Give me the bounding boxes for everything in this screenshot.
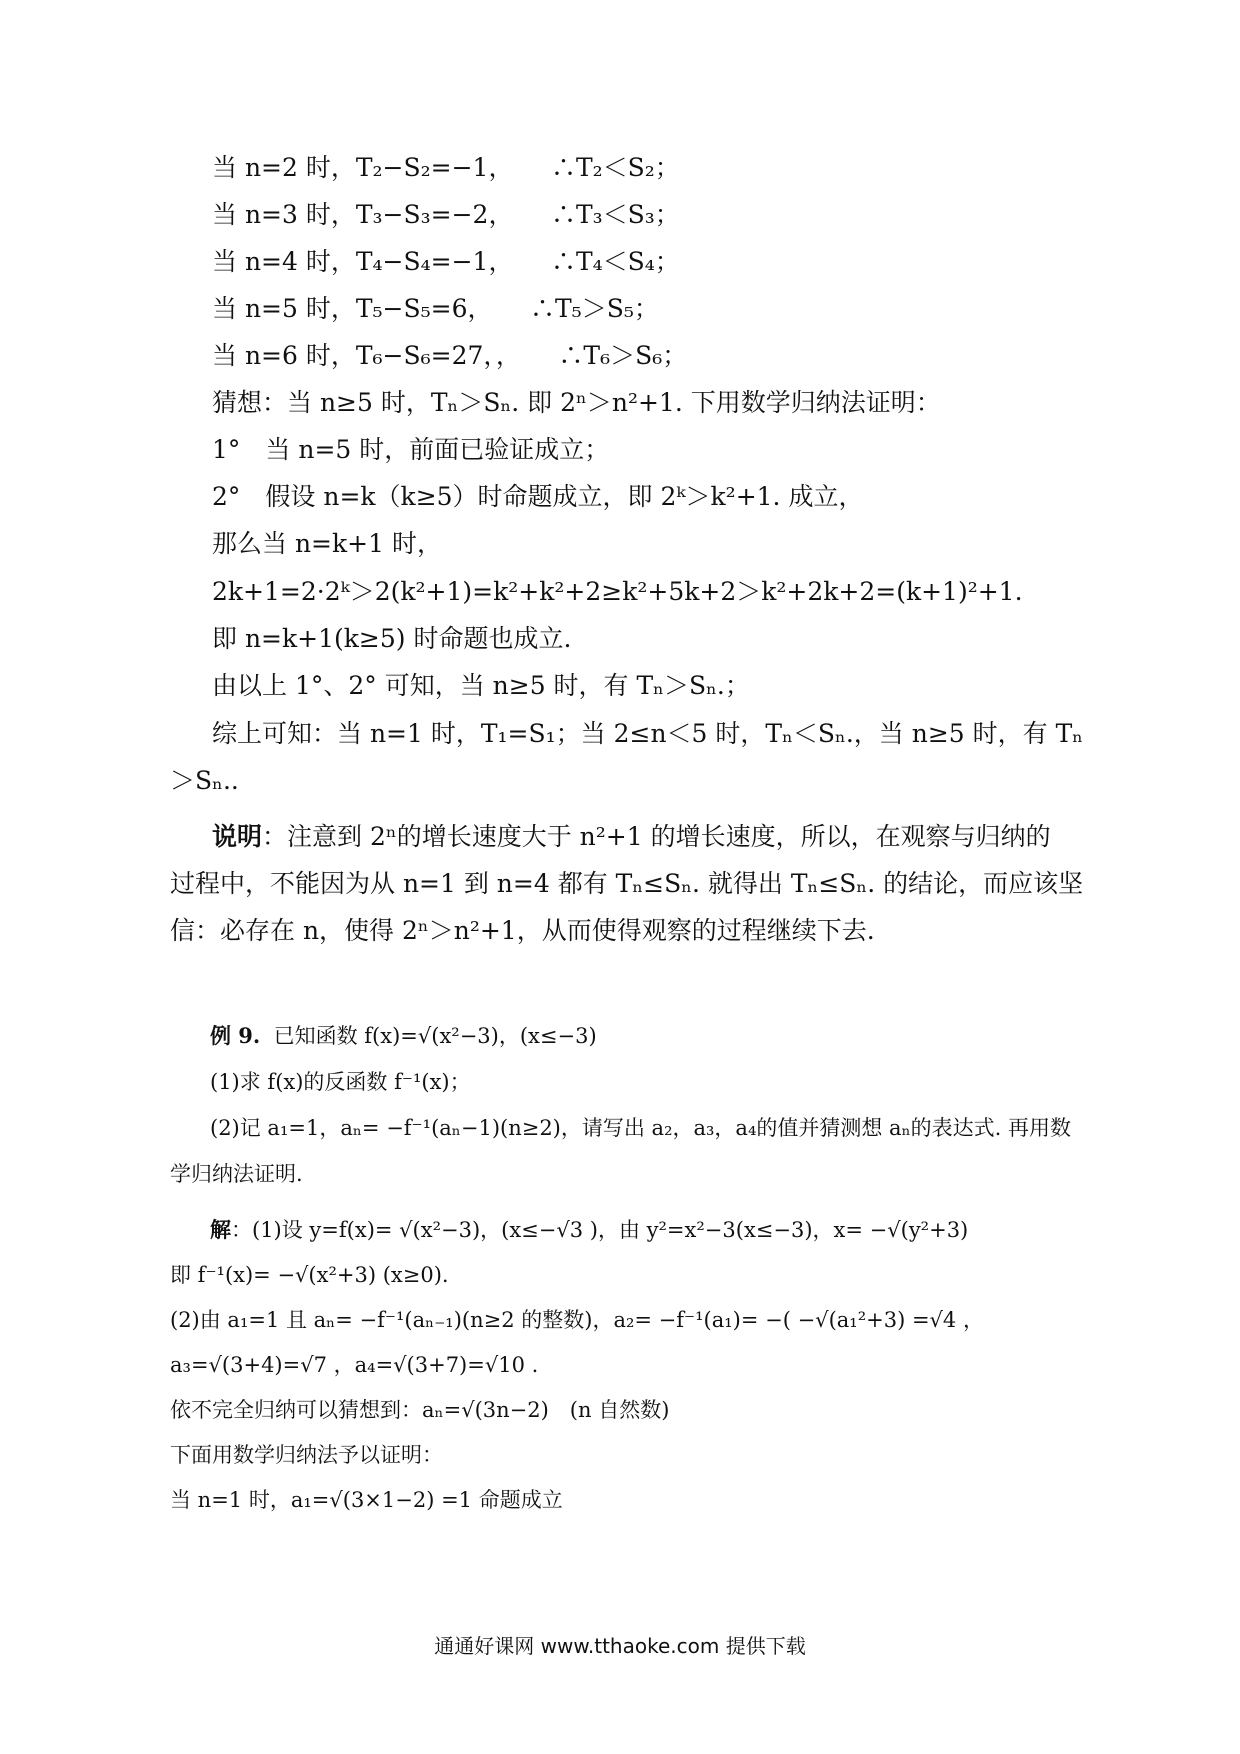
note-line-3: 信：必存在 n，使得 2ⁿ＞n²+1，从而使得观察的过程继续下去.: [170, 916, 875, 945]
note-line-2: 过程中，不能因为从 n=1 到 n=4 都有 Tₙ≤Sₙ. 就得出 Tₙ≤Sₙ. 的结论，而应该坚: [170, 869, 1084, 898]
solution-label: 解: [210, 1217, 231, 1242]
solution-line-1: 解：(1)设 y=f(x)= √(x²−3)，(x≤−√3 )，由 y²=x²−3(x≤−3)，x= −√(y²+3): [210, 1217, 969, 1242]
induction-conclusion: 即 n=k+1(k≥5) 时命题也成立.: [212, 624, 572, 653]
note-line-1: 说明：注意到 2ⁿ的增长速度大于 n²+1 的增长速度，所以，在观察与归纳的: [212, 822, 1051, 851]
solution-line-5: 依不完全归纳可以猜想到：aₙ=√(3n−2) (n 自然数): [170, 1398, 670, 1422]
summary-line-2: ＞Sₙ..: [170, 766, 239, 795]
page-footer: 通通好课网 www.tthaoke.com 提供下载: [434, 1634, 806, 1658]
case-n5: 当 n=5 时，T₅−S₅=6， ∴T₅＞S₅；: [212, 294, 659, 323]
induction-case: 那么当 n=k+1 时，: [212, 529, 442, 558]
solution-line-6: 下面用数学归纳法予以证明：: [170, 1443, 443, 1467]
step-2: 2° 假设 n=k（k≥5）时命题成立，即 2ᵏ＞k²+1. 成立，: [212, 482, 864, 511]
induction-inequality: 2k+1=2·2ᵏ＞2(k²+1)=k²+k²+2≥k²+5k+2＞k²+2k+2=(k+1)²+1.: [212, 577, 1023, 606]
summary-line-1: 综上可知：当 n=1 时，T₁=S₁；当 2≤n＜5 时，Tₙ＜Sₙ.，当 n≥5 时，有 Tₙ: [212, 719, 1084, 748]
note-label: 说明: [212, 822, 263, 851]
solution-line-7: 当 n=1 时，a₁=√(3×1−2) =1 命题成立: [170, 1488, 563, 1512]
conjecture: 猜想：当 n≥5 时，Tₙ＞Sₙ. 即 2ⁿ＞n²+1. 下用数学归纳法证明：: [212, 388, 941, 417]
example-9-heading: 例 9. 已知函数 f(x)=√(x²−3)，(x≤−3): [210, 1023, 597, 1048]
solution-line-3: (2)由 a₁=1 且 aₙ= −f⁻¹(aₙ₋₁)(n≥2 的整数)，a₂= −f⁻¹(a₁)= −( −√(a₁²+3) =√4 ，: [170, 1308, 984, 1332]
case-n2: 当 n=2 时，T₂−S₂=−1， ∴T₂＜S₂；: [212, 153, 680, 182]
combined-conclusion: 由以上 1°、2° 可知，当 n≥5 时，有 Tₙ＞Sₙ.；: [212, 671, 750, 700]
step-1: 1° 当 n=5 时，前面已验证成立；: [212, 435, 610, 464]
solution-line-4: a₃=√(3+4)=√7 ，a₄=√(3+7)=√10 .: [170, 1353, 539, 1377]
example-label: 例 9.: [210, 1023, 261, 1048]
example-9-part-2-cont: 学归纳法证明.: [170, 1162, 303, 1186]
solution-line-2: 即 f⁻¹(x)= −√(x²+3) (x≥0).: [170, 1263, 449, 1287]
example-9-part-2: (2)记 a₁=1，aₙ= −f⁻¹(aₙ−1)(n≥2)，请写出 a₂，a₃，a₄的值并猜测想 aₙ的表达式. 再用数: [210, 1116, 1071, 1140]
case-n4: 当 n=4 时，T₄−S₄=−1， ∴T₄＜S₄；: [212, 247, 680, 276]
case-n6: 当 n=6 时，T₆−S₆=27，， ∴T₆＞S₆；: [212, 341, 688, 370]
example-9-part-1: (1)求 f(x)的反函数 f⁻¹(x)；: [210, 1070, 471, 1094]
case-n3: 当 n=3 时，T₃−S₃=−2， ∴T₃＜S₃；: [212, 200, 680, 229]
